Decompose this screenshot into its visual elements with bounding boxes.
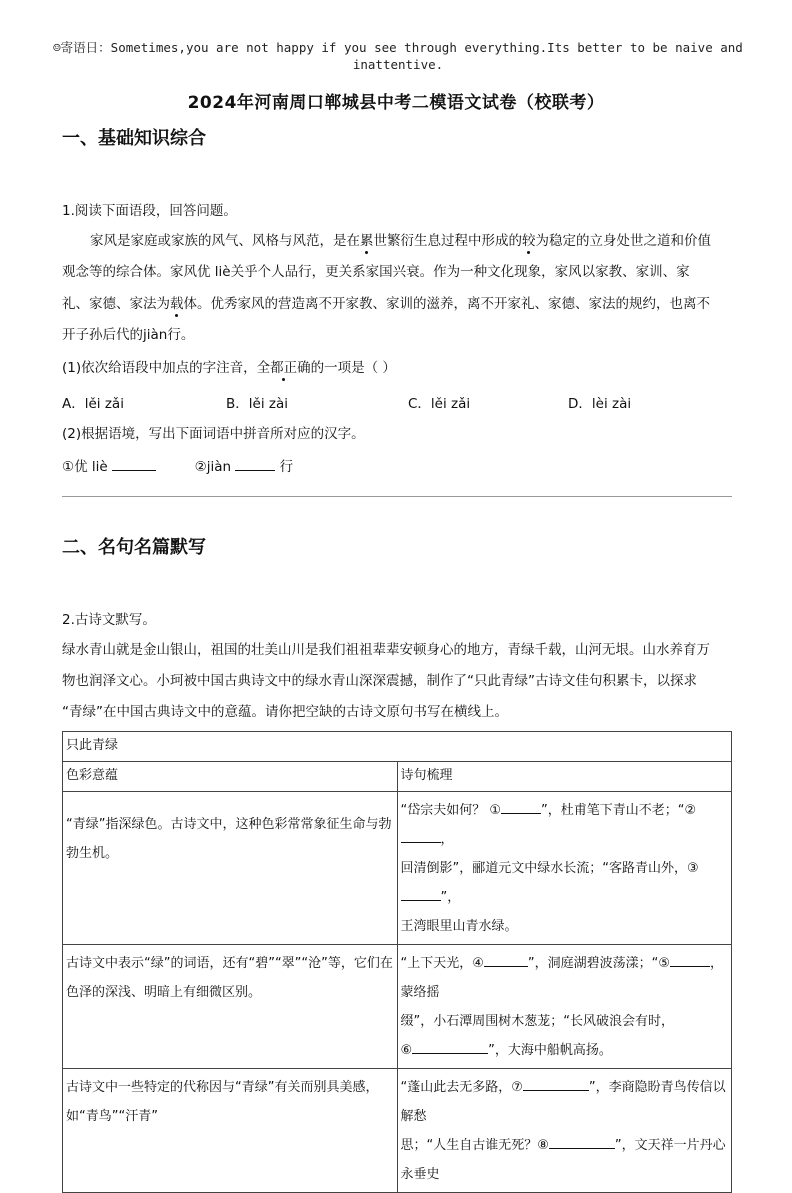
table-caption-row — [63, 732, 732, 762]
text-run: ”，杜甫笔下青山不老；“② — [541, 803, 697, 818]
row2-line2: 缀”，小石潭周围树木葱茏；“长风破浪会有时， — [400, 1014, 674, 1029]
poetry-table — [62, 731, 732, 1193]
q1-para-line2: 观念等的综合体。家风优 liè关乎个人品行，更关系家国兴衰。作为一种文化现象，家风以家教、家训、家 — [62, 264, 690, 280]
table-header-row — [63, 762, 732, 792]
q1-para-line3 — [62, 294, 710, 314]
blank-8[interactable] — [549, 1134, 615, 1149]
fill2-blank[interactable] — [235, 456, 275, 471]
fill2-label: ②jiàn — [194, 459, 232, 475]
text-run: “上下天光，④ — [400, 956, 484, 971]
q2-para-line2: 物也润泽文心。小珂被中国古典诗文中的绿水青山深深震撼，制作了“只此青绿”古诗文佳句积累卡，以探求 — [62, 673, 697, 689]
text-run: ”，洞庭湖碧波荡漾；“⑤ — [527, 956, 671, 971]
dotted-char: 载 — [170, 296, 184, 312]
row1-line3: 王湾眼里山青水绿。 — [400, 919, 518, 934]
row3-left: 古诗文中一些特定的代称因与“青绿”有关而别具美感，如“青鸟”“汗青” — [63, 1069, 398, 1193]
q2-intro: 2.古诗文默写。 — [62, 612, 156, 628]
fill1-blank[interactable] — [112, 456, 156, 471]
text-run: 为稳定的立身处世之道和价值 — [535, 233, 711, 249]
q1-intro: 1.阅读下面语段，回答问题。 — [62, 203, 237, 219]
row1-left: “青绿”指深绿色。古诗文中，这种色彩常常象征生命与勃勃生机。 — [63, 792, 398, 945]
blank-6[interactable] — [412, 1039, 488, 1054]
section1-heading: 一、基础知识综合 — [62, 128, 206, 149]
blank-2[interactable] — [401, 828, 441, 843]
blank-7[interactable] — [523, 1076, 589, 1091]
row3-line2 — [401, 1131, 730, 1189]
text-run: “岱宗夫如何？ ① — [400, 803, 502, 818]
table-row — [63, 792, 732, 945]
blank-4[interactable] — [484, 952, 528, 967]
dotted-phrase — [257, 360, 311, 376]
blank-3[interactable] — [401, 886, 441, 901]
row3-line1 — [401, 1073, 730, 1131]
fill2-suffix: 行 — [279, 459, 294, 475]
table-row — [63, 945, 732, 1069]
row3-right — [397, 1069, 732, 1193]
choice-d[interactable]: D．lèi zài — [568, 396, 632, 412]
row2-line1 — [401, 949, 730, 1007]
table-caption: 只此青绿 — [63, 732, 732, 762]
row1-right — [397, 792, 732, 945]
exam-title: 2024年河南周口郸城县中考二模语文试卷（校联考） — [187, 93, 605, 113]
blank-5[interactable] — [670, 952, 710, 967]
motto-banner: ☺寄语日：Sometimes,you are not happy if you see through everything.Its better to be naive and inattentive. — [53, 40, 743, 72]
text-run: ”，大海中船帆高扬。 — [488, 1043, 612, 1058]
text-run: 的一项是（ ） — [310, 360, 396, 376]
text-run: ，蒙络摇 — [400, 956, 724, 1000]
text-run: 思；“人生自古谁无死？⑧ — [400, 1138, 549, 1153]
section2-heading: 二、名句名篇默写 — [62, 537, 206, 558]
text-run: ， — [440, 832, 454, 847]
text-run: ”， — [440, 890, 461, 905]
row2-line3 — [401, 1036, 730, 1065]
q2-para-line3: “青绿”在中国古典诗文中的意蕴。请你把空缺的古诗文原句书写在横线上。 — [62, 704, 508, 720]
dotted-char: 累 — [360, 233, 374, 249]
q1-para-line1 — [90, 231, 711, 251]
text-run: 家风是家庭或家族的风气、风格与风范，是在 — [90, 233, 360, 249]
blank-1[interactable] — [501, 799, 541, 814]
row2-right — [397, 945, 732, 1069]
text-run: 世繁衍生息过程中形成的 — [373, 233, 522, 249]
table-row — [63, 1069, 732, 1193]
q1-sub2: (2)根据语境，写出下面词语中拼音所对应的汉字。 — [62, 426, 365, 442]
text-run: 回清倒影”，郦道元文中绿水长流；“客路青山外，③ — [400, 861, 699, 876]
col2-header: 诗句梳理 — [397, 762, 732, 792]
text-run: (1)依次给语段中加点的字注音， — [62, 360, 257, 376]
choice-c[interactable]: C．lěi zǎi — [408, 396, 471, 412]
section-divider — [62, 496, 732, 497]
dotted-char: 全都正确 — [256, 360, 311, 376]
q1-sub1 — [62, 358, 396, 378]
choice-a[interactable]: A．lěi zǎi — [62, 396, 124, 412]
text-run: “蓬山此去无多路，⑦ — [400, 1080, 523, 1095]
q1-fill-line — [62, 456, 293, 477]
row1-line2 — [401, 854, 730, 912]
choice-b[interactable]: B．lěi zài — [226, 396, 288, 412]
text-run: ⑥ — [400, 1043, 413, 1058]
text-run: 礼、家德、家法为 — [62, 296, 170, 312]
col1-header: 色彩意蕴 — [63, 762, 398, 792]
q1-para-line4: 开子孙后代的jiàn行。 — [62, 327, 195, 343]
text-run: ”，文天祥一片丹心永垂史 — [400, 1138, 726, 1182]
text-run: ”，李商隐盼青鸟传信以解愁 — [400, 1080, 726, 1124]
fill1-label: ①优 liè — [62, 459, 108, 475]
q2-para-line1: 绿水青山就是金山银山，祖国的壮美山川是我们祖祖辈辈安顿身心的地方，青绿千载，山河无垠。山水养育万 — [62, 642, 710, 658]
dotted-char: 较 — [522, 233, 536, 249]
row2-left: 古诗文中表示“绿”的词语，还有“碧”“翠”“沧”等，它们在色泽的深浅、明暗上有细微区别。 — [63, 945, 398, 1069]
text-run: 体。优秀家风的营造离不开家教、家训的滋养，离不开家礼、家德、家法的规约，也离不 — [183, 296, 710, 312]
row1-line1 — [401, 796, 730, 854]
